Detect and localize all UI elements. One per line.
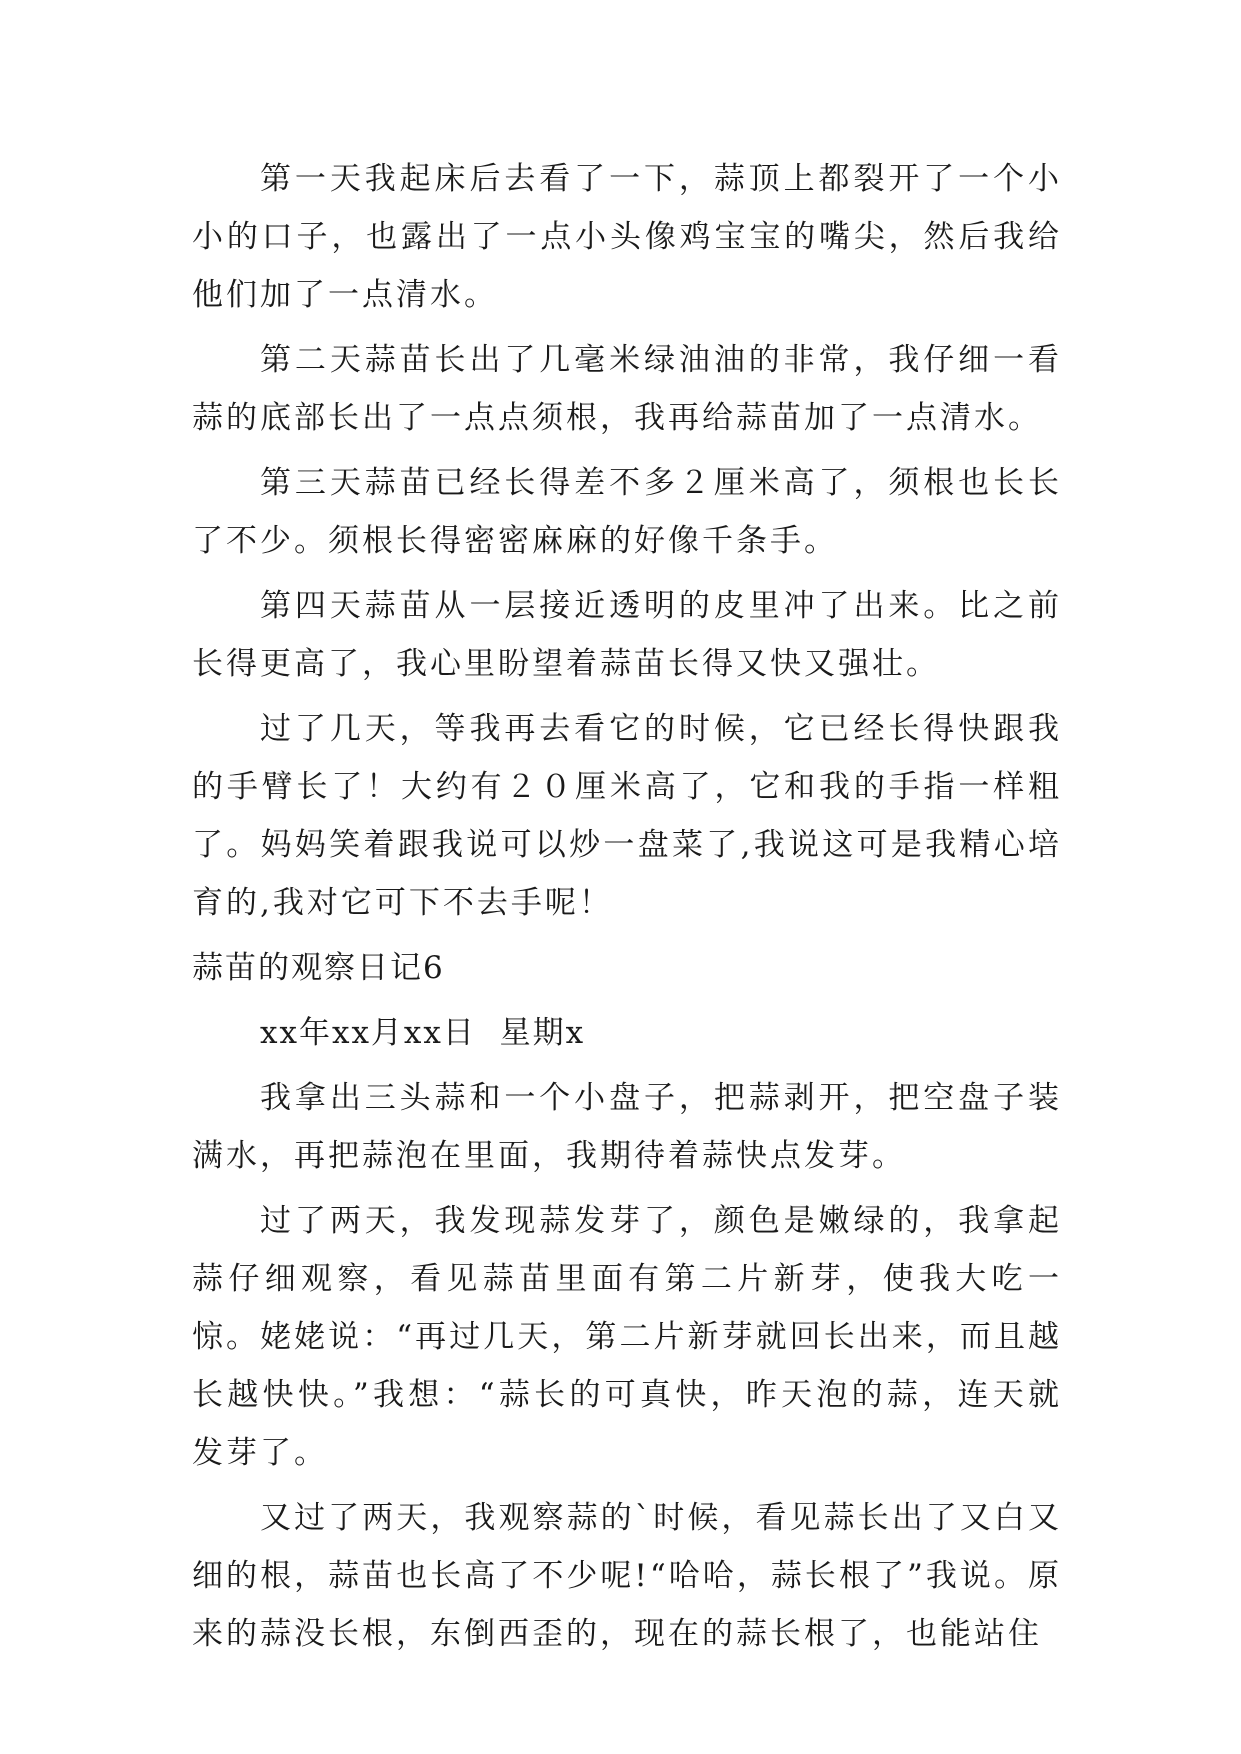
paragraph-roots: 又过了两天，我观察蒜的`时候，看见蒜长出了又白又细的根，蒜苗也长高了不少呢!“哈哈，蒜长根了”我说。原来的蒜没长根，东倒西歪的，现在的蒜长根了，也能站住 <box>192 1500 1062 1652</box>
paragraph-day-one: 第一天我起床后去看了一下，蒜顶上都裂开了一个小小的口子，也露出了一点小头像鸡宝宝的嘴尖，然后我给他们加了一点清水。 <box>192 161 1062 313</box>
document-body <box>192 150 1062 1670</box>
paragraph-day-four: 第四天蒜苗从一层接近透明的皮里冲了出来。比之前长得更高了，我心里盼望着蒜苗长得又快又强壮。 <box>192 588 1062 682</box>
paragraph-days-later: 过了几天，等我再去看它的时候，它已经长得快跟我的手臂长了！大约有２０厘米高了，它和我的手指一样粗了。妈妈笑着跟我说可以炒一盘菜了,我说这可是我精心培育的,我对它可下不去手呢！ <box>192 711 1062 921</box>
paragraph-sprouting: 过了两天，我发现蒜发芽了，颜色是嫩绿的，我拿起蒜仔细观察，看见蒜苗里面有第二片新芽，使我大吃一惊。姥姥说：“再过几天，第二片新芽就回长出来，而且越长越快快。”我想：“蒜长的可真快，昨天泡的蒜，连天就发芽了。 <box>192 1203 1062 1471</box>
paragraph-day-two: 第二天蒜苗长出了几毫米绿油油的非常，我仔细一看蒜的底部长出了一点点须根，我再给蒜苗加了一点清水。 <box>192 342 1062 436</box>
date-line: xx年xx月xx日 星期x <box>260 1015 586 1051</box>
paragraph-day-three: 第三天蒜苗已经长得差不多２厘米高了，须根也长长了不少。须根长得密密麻麻的好像千条手。 <box>192 465 1062 559</box>
paragraph-setup: 我拿出三头蒜和一个小盘子，把蒜剥开，把空盘子装满水，再把蒜泡在里面，我期待着蒜快点发芽。 <box>192 1080 1062 1174</box>
section-title: 蒜苗的观察日记6 <box>192 950 445 986</box>
